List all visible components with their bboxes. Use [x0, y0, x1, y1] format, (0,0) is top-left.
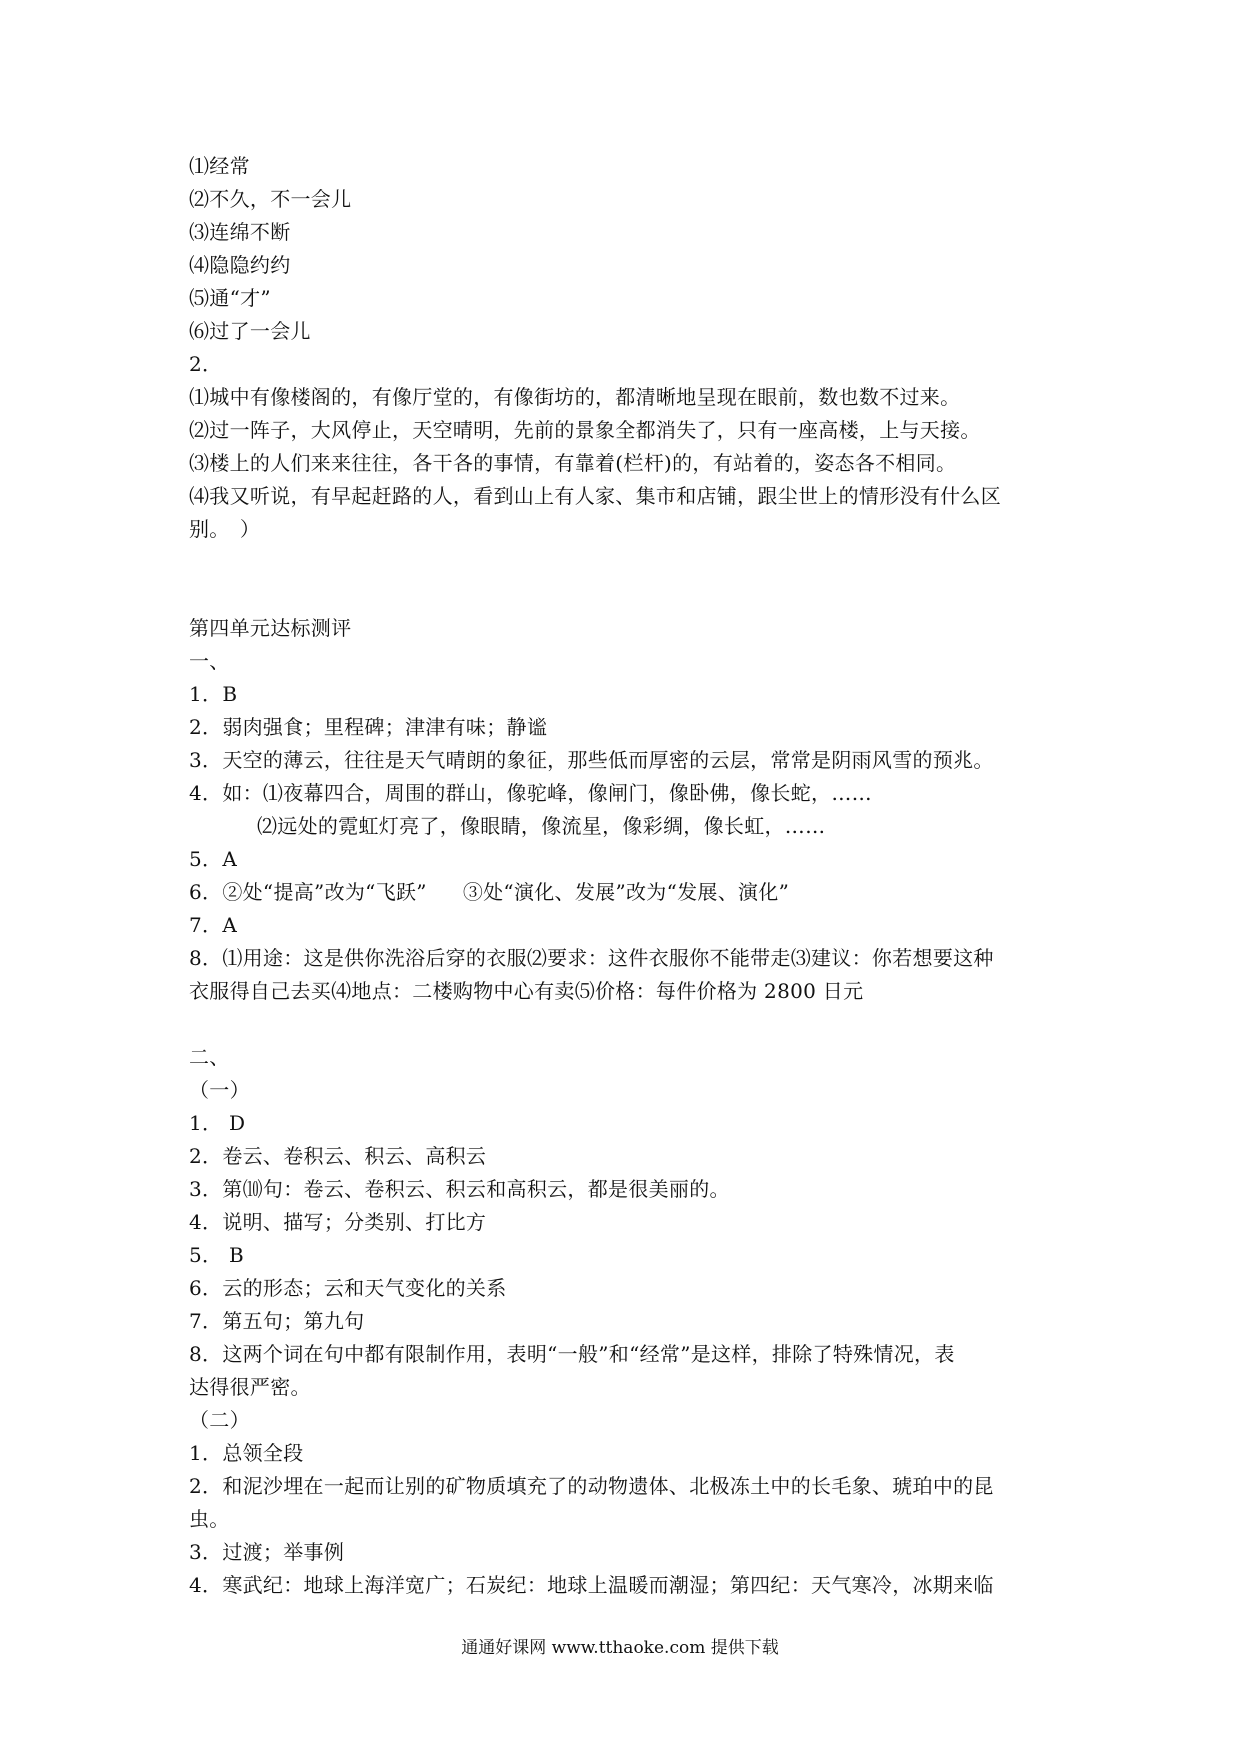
section-label: 二、 [189, 1045, 230, 1069]
answer-line: 8．这两个词在句中都有限制作用，表明“一般”和“经常”是这样，排除了特殊情况，表 [189, 1342, 955, 1366]
spacer [189, 546, 1069, 612]
answer-line: 3．过渡；举事例 [189, 1540, 345, 1564]
section-title: 第四单元达标测评 [189, 616, 352, 640]
answer-line: ⑷隐隐约约 [189, 253, 291, 277]
answer-part: 6．②处“提高”改为“飞跃” [189, 880, 427, 904]
document-body [189, 150, 1069, 1602]
answer-line: 3．天空的薄云，往往是天气晴朗的象征，那些低而厚密的云层，常常是阴雨风雪的预兆。 [189, 748, 994, 772]
answer-line: ⑵远处的霓虹灯亮了，像眼睛，像流星，像彩绸，像长虹，…… [257, 814, 826, 838]
answer-line: 1． D [189, 1111, 246, 1135]
answer-line: ⑷我又听说，有早起赶路的人，看到山上有人家、集市和店铺，跟尘世上的情形没有什么区 [189, 484, 1001, 508]
answer-line [189, 876, 1069, 909]
answer-line: ⑴城中有像楼阁的，有像厅堂的，有像街坊的，都清晰地呈现在眼前，数也数不过来。 [189, 385, 961, 409]
answer-line: 2．和泥沙埋在一起而让别的矿物质填充了的动物遗体、北极冻土中的长毛象、琥珀中的昆 [189, 1474, 994, 1498]
answer-line: 衣服得自己去买⑷地点：二楼购物中心有卖⑸价格：每件价格为 2800 日元 [189, 979, 864, 1003]
page-footer: 通通好课网 www.tthaoke.com 提供下载 [461, 1638, 779, 1658]
answer-line: 达得很严密。 [189, 1375, 311, 1399]
answer-line: 虫。 [189, 1507, 230, 1531]
answer-line: ⑵过一阵子，大风停止，天空晴明，先前的景象全都消失了，只有一座高楼，上与天接。 [189, 418, 981, 442]
answer-line: 5．A [189, 847, 238, 871]
answer-line: 6．云的形态；云和天气变化的关系 [189, 1276, 507, 1300]
answer-part: ③处“演化、发展”改为“发展、演化” [462, 880, 790, 904]
answer-line: 1．总领全段 [189, 1441, 304, 1465]
answer-line: 4．如：⑴夜幕四合，周围的群山，像驼峰，像闸门，像卧佛，像长蛇，…… [189, 781, 872, 805]
answer-line: 2．弱肉强食；里程碑；津津有味；静谧 [189, 715, 548, 739]
answer-line: ⑹过了一会儿 [189, 319, 311, 343]
subsection-label: （一） [189, 1078, 250, 1102]
question-number: 2． [189, 352, 223, 376]
answer-line: 7．A [189, 913, 238, 937]
answer-line: 3．第⑽句：卷云、卷积云、积云和高积云，都是很美丽的。 [189, 1177, 730, 1201]
answer-line: ⑵不久，不一会儿 [189, 187, 352, 211]
answer-line: 7．第五句；第九句 [189, 1309, 365, 1333]
answer-line: 4．说明、描写；分类别、打比方 [189, 1210, 487, 1234]
answer-line: 2．卷云、卷积云、积云、高积云 [189, 1144, 487, 1168]
answer-line: 别。 ） [189, 517, 261, 541]
subsection-label: （二） [189, 1408, 250, 1432]
answer-line: ⑸通“才” [189, 286, 271, 310]
answer-line: ⑴经常 [189, 154, 250, 178]
answer-line: ⑶楼上的人们来来往往，各干各的事情，有靠着(栏杆)的，有站着的，姿态各不相同。 [189, 451, 957, 475]
section-label: 一、 [189, 649, 230, 673]
answer-line: 1．B [189, 682, 238, 706]
answer-line: 8．⑴用途：这是供你洗浴后穿的衣服⑵要求：这件衣服你不能带走⑶建议：你若想要这种 [189, 946, 994, 970]
answer-line: 4．寒武纪：地球上海洋宽广；石炭纪：地球上温暖而潮湿；第四纪：天气寒冷，冰期来临 [189, 1573, 994, 1597]
spacer [189, 1008, 1069, 1041]
answer-line: 5． B [189, 1243, 244, 1267]
answer-line: ⑶连绵不断 [189, 220, 291, 244]
